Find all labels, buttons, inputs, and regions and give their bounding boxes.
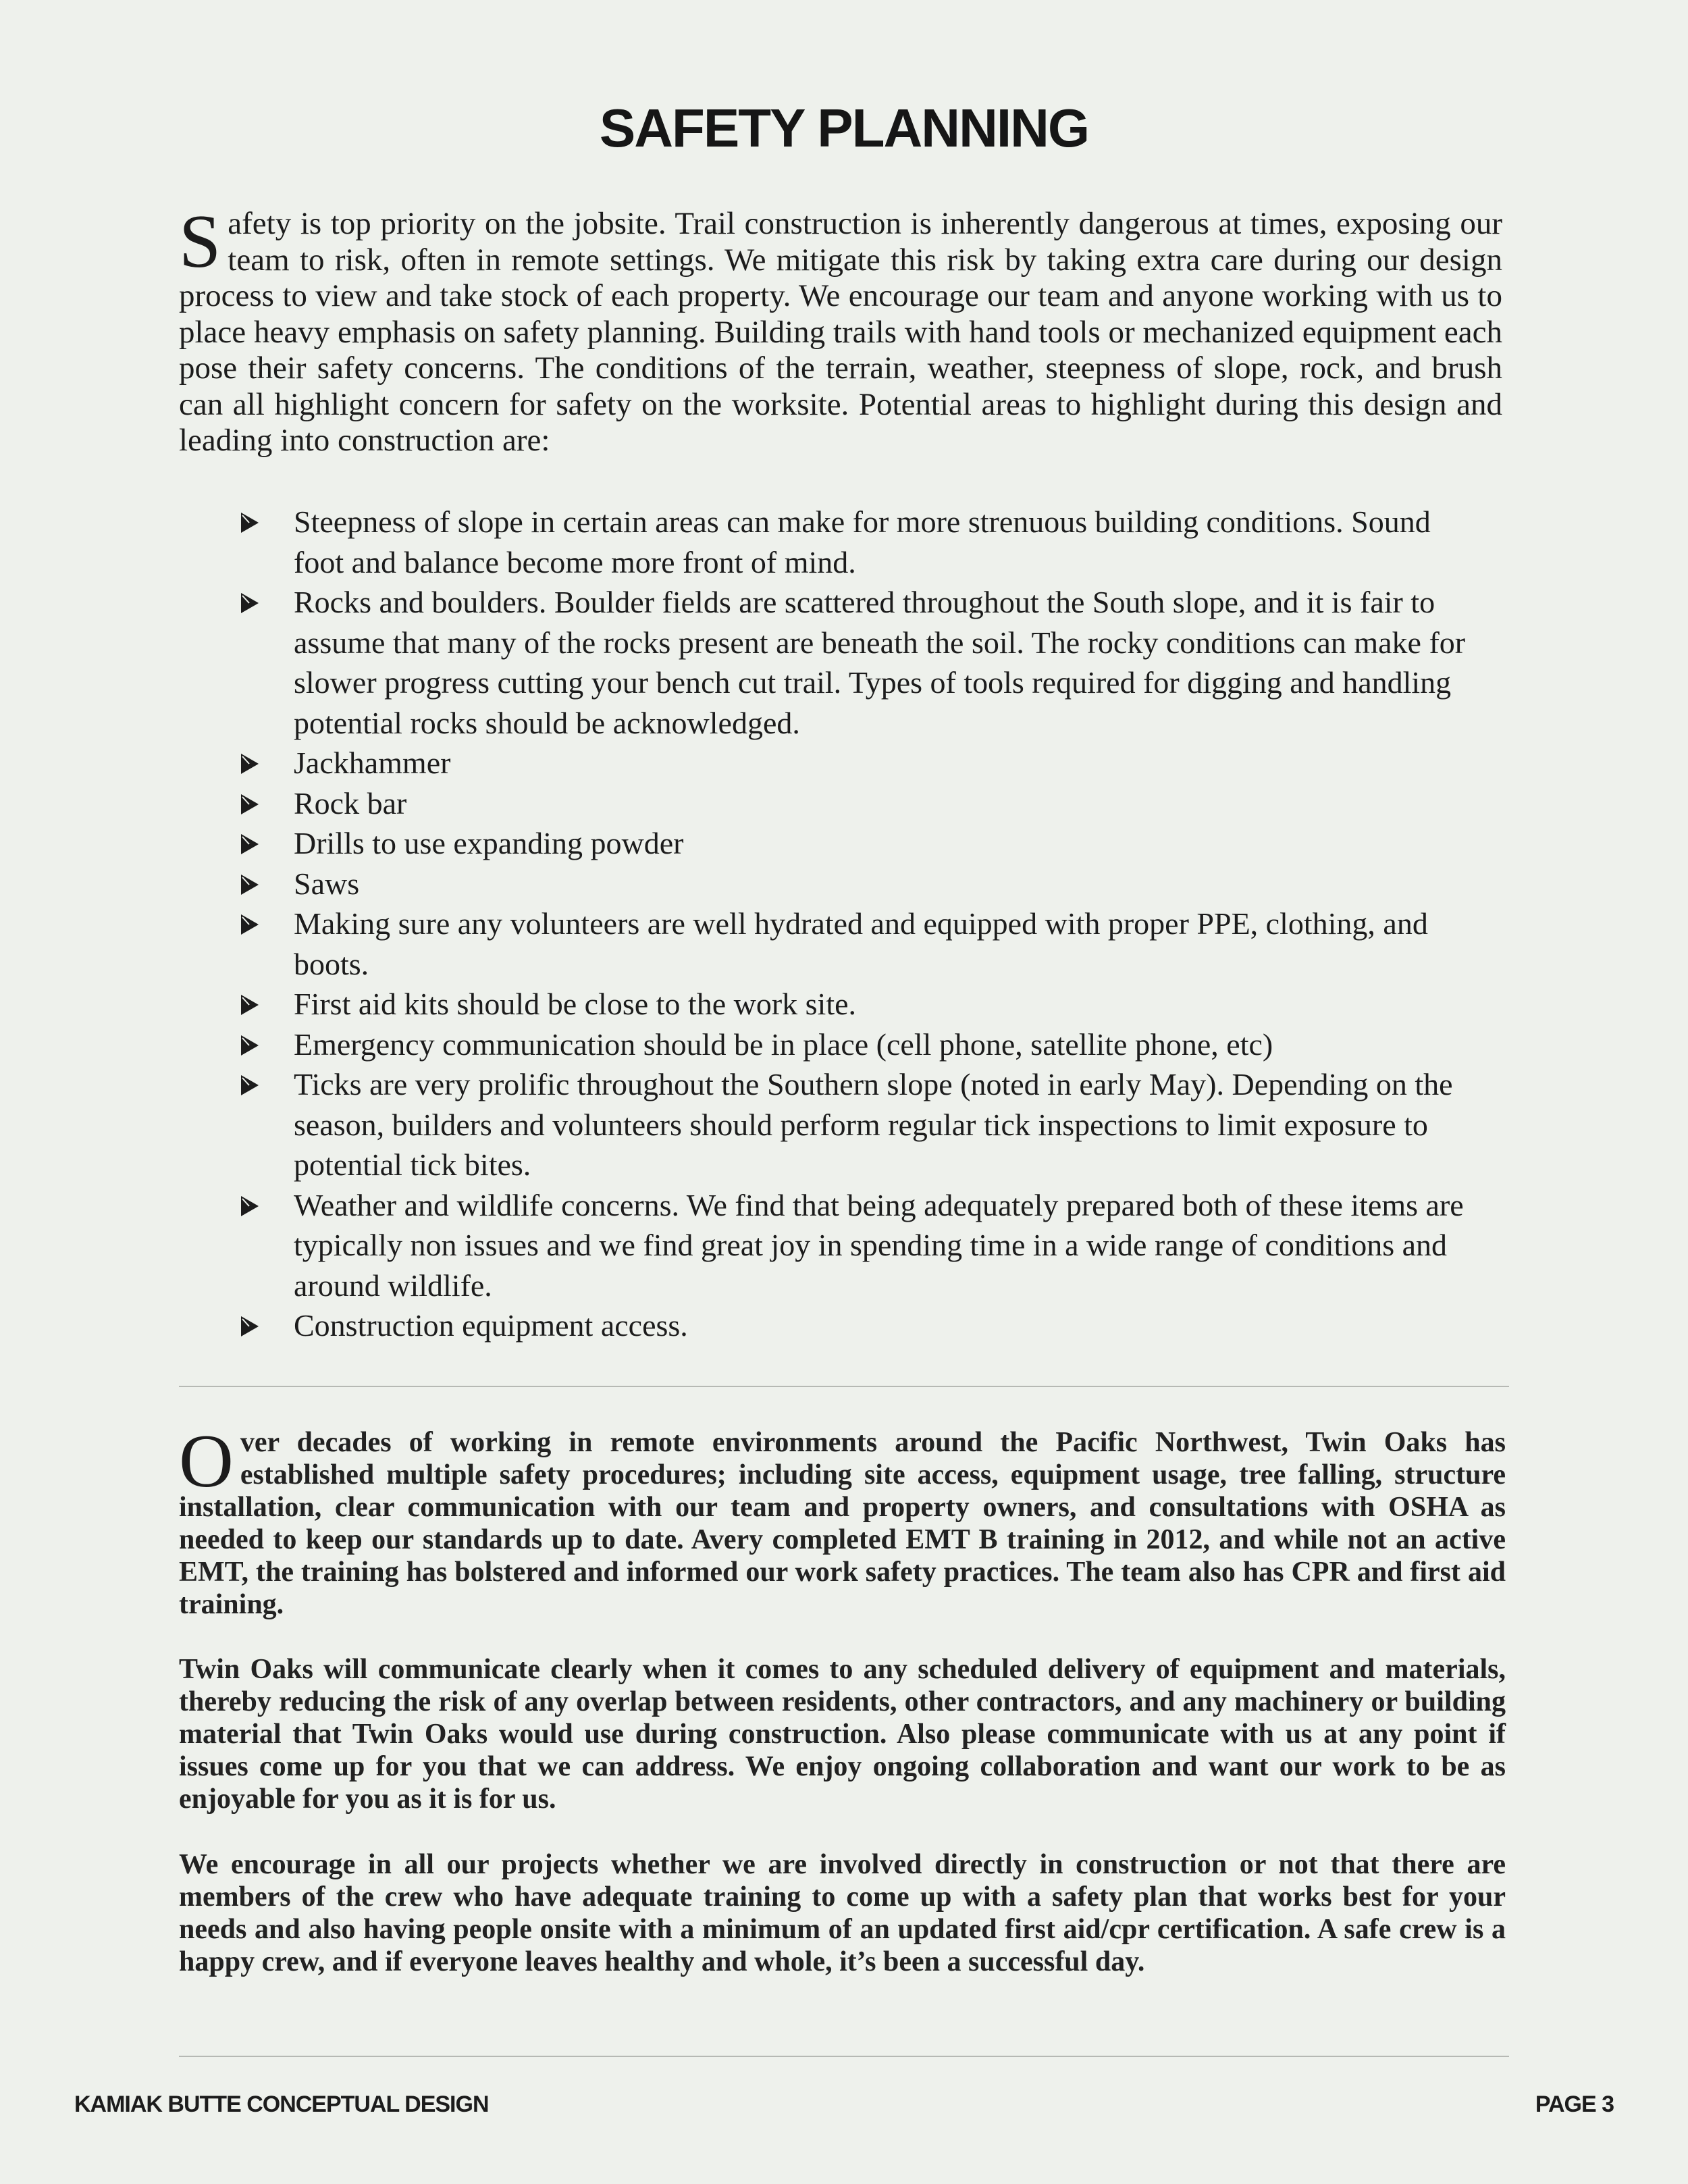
divider-top: [179, 1386, 1509, 1387]
list-item: [240, 1305, 1482, 1346]
list-item-text: Emergency communication should be in place (cell phone, satellite phone, etc): [294, 1026, 1273, 1062]
list-item: [240, 783, 1482, 824]
footer-document-title: KAMIAK BUTTE CONCEPTUAL DESIGN: [74, 2091, 489, 2117]
section2-paragraph-2: Twin Oaks will communicate clearly when it comes to any scheduled delivery of equipment and materials, thereby reducing the risk of any overlap between residents, other contractors, and any machinery or building material that Twin Oaks would use during construction. Also please communicate with us at any point if issues come up for you that we can address. We enjoy ongoing collaboration and want our work to be as enjoyable for you as it is for us.: [179, 1654, 1506, 1815]
list-item: [240, 864, 1482, 904]
play-arrow-icon: [240, 913, 260, 936]
list-item-text: Saws: [294, 866, 360, 901]
list-item: [240, 743, 1482, 783]
play-arrow-icon: [240, 511, 260, 534]
list-item-text: Ticks are very prolific throughout the Southern slope (noted in early May). Depending on the season, builders and volunteers should perform regular tick inspections to limit exposure to potential tick bites.: [294, 1067, 1453, 1182]
list-item-text: Construction equipment access.: [294, 1308, 688, 1343]
drop-cap-o: O: [179, 1420, 234, 1503]
list-item-text: Rocks and boulders. Boulder fields are scattered throughout the South slope, and it is fair to assume that many of the rocks present are beneath the soil. The rocky conditions can make for slower progress cutting your bench cut trail. Types of tools required for digging and handling potential rocks should be acknowledged.: [294, 585, 1466, 740]
list-item: [240, 1064, 1482, 1185]
play-arrow-icon: [240, 993, 260, 1016]
list-item-text: Drills to use expanding powder: [294, 826, 684, 860]
intro-text: afety is top priority on the jobsite. Trail construction is inherently dangerous at times, exposing our team to risk, often in remote settings. We mitigate this risk by taking extra care during our design process to view and take stock of each property. We encourage our team and anyone working with us to place heavy emphasis on safety planning. Building trails with hand tools or mechanized equipment each pose their safety concerns. The conditions of the terrain, weather, steepness of slope, rock, and brush can all highlight concern for safety on the worksite. Potential areas to highlight during this design and leading into construction are:: [179, 206, 1502, 458]
drop-cap-s: S: [179, 200, 221, 284]
play-arrow-icon: [240, 1034, 260, 1057]
play-arrow-icon: [240, 592, 260, 615]
list-item: [240, 502, 1482, 582]
paragraph-1-text: ver decades of working in remote environments around the Pacific Northwest, Twin Oaks has established multiple safety procedures; including site access, equipment usage, tree falling, structure installation, clear communication with our team and property owners, and consultations with OSHA as needed to keep our standards up to date. Avery completed EMT B training in 2012, and while not an active EMT, the training has bolstered and informed our work safety practices. The team also has CPR and first aid training.: [179, 1427, 1506, 1620]
play-arrow-icon: [240, 752, 260, 775]
list-item: [240, 904, 1482, 984]
list-item: [240, 1185, 1482, 1306]
section2-paragraph-3: We encourage in all our projects whether we are involved directly in construction or not that there are members of the crew who have adequate training to come up with a safety plan that works best for your needs and also having people onsite with a minimum of an updated first aid/cpr certification. A safe crew is a happy crew, and if everyone leaves healthy and whole, it’s been a successful day.: [179, 1849, 1506, 1977]
list-item-text: Jackhammer: [294, 746, 451, 780]
list-item-text: Making sure any volunteers are well hydrated and equipped with proper PPE, clothing, and boots.: [294, 906, 1428, 981]
list-item-text: Rock bar: [294, 785, 407, 821]
play-arrow-icon: [240, 833, 260, 856]
list-item: [240, 1024, 1482, 1065]
list-item: [240, 823, 1482, 864]
divider-bottom: [179, 2056, 1509, 2057]
page-title: SAFETY PLANNING: [599, 98, 1089, 158]
list-item-text: Steepness of slope in certain areas can make for more strenuous building conditions. Sound foot and balance become more front of mind.: [294, 504, 1431, 579]
section2-paragraph-1: [179, 1420, 1506, 1621]
play-arrow-icon: [240, 873, 260, 896]
play-arrow-icon: [240, 1315, 260, 1338]
page-number: PAGE 3: [1535, 2091, 1614, 2117]
intro-paragraph: [179, 200, 1502, 459]
list-item-text: First aid kits should be close to the work site.: [294, 987, 857, 1021]
play-arrow-icon: [240, 1074, 260, 1097]
list-item: [240, 984, 1482, 1024]
list-item: [240, 582, 1482, 743]
play-arrow-icon: [240, 1195, 260, 1218]
list-item-text: Weather and wildlife concerns. We find that being adequately prepared both of these items are typically non issues and we find great joy in spending time in a wide range of conditions and around wildlife.: [294, 1187, 1464, 1303]
play-arrow-icon: [240, 793, 260, 816]
safety-concerns-list: [240, 502, 1482, 1346]
